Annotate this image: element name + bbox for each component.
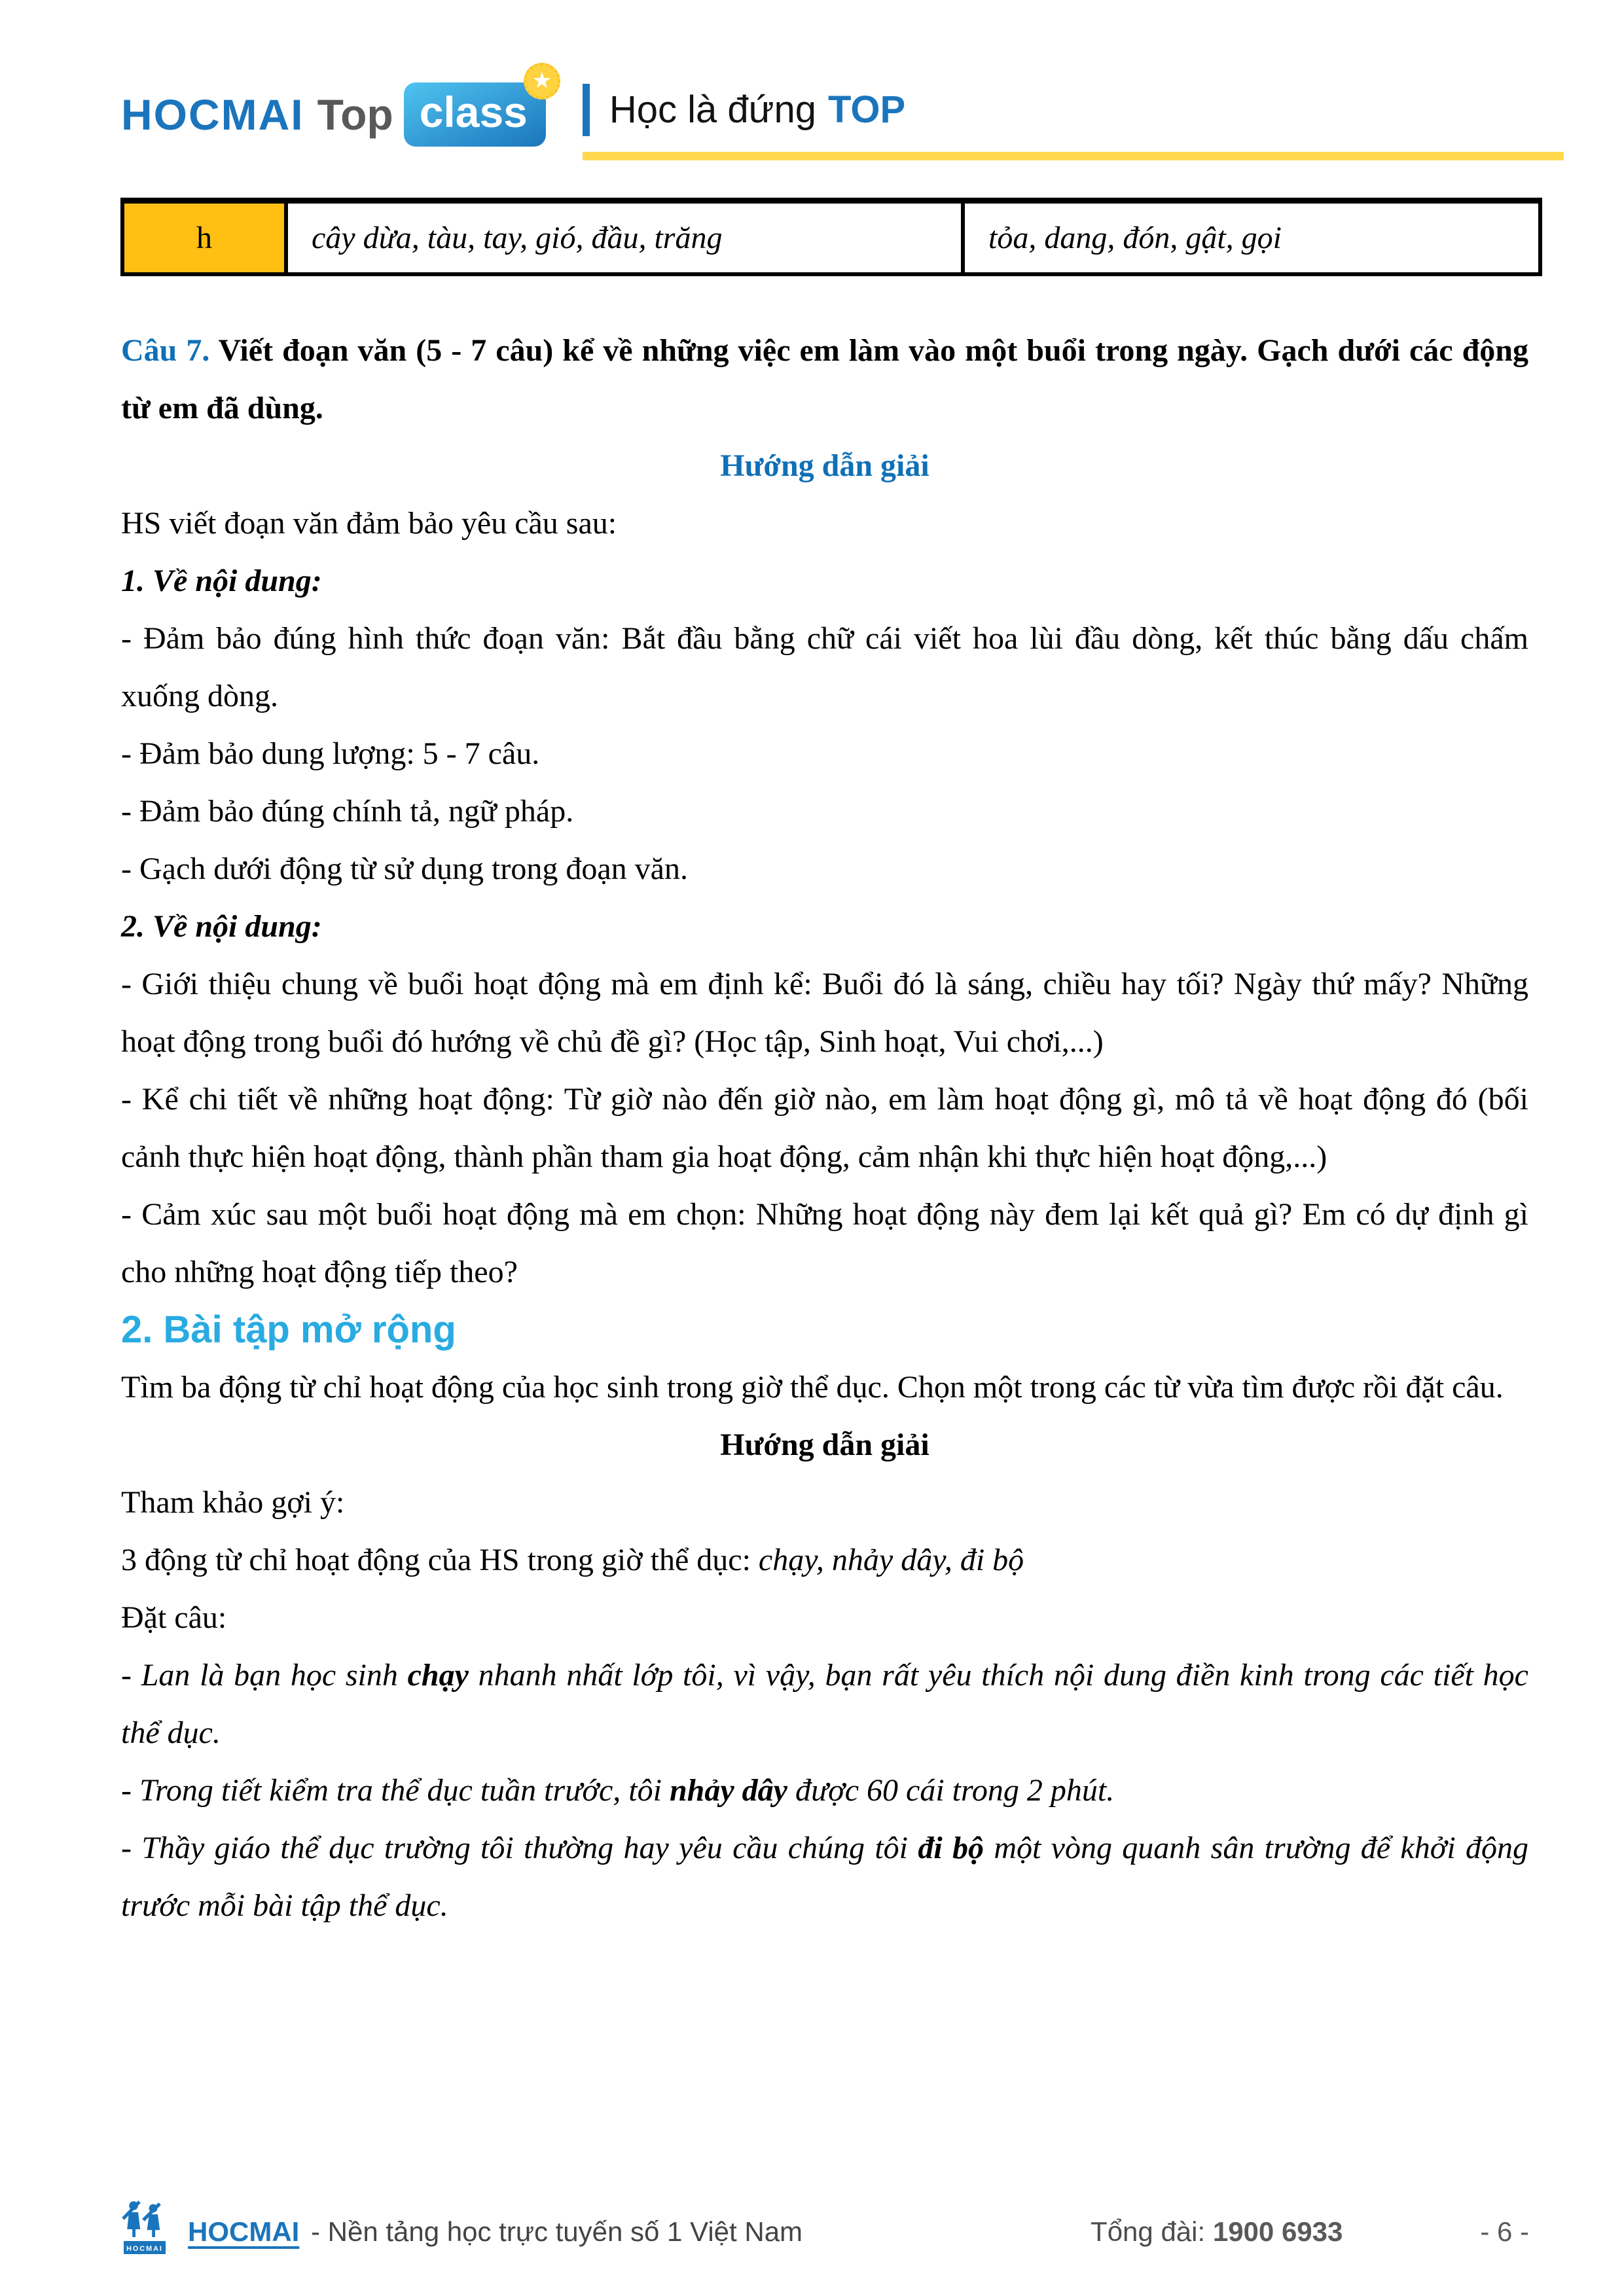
- answer-table: [120, 198, 1542, 276]
- text-segment: Viết đoạn văn (5 - 7 câu) kể về những việc em làm vào một buổi trong ngày. Gạch dưới các động từ em đã dùng.: [121, 333, 1528, 425]
- hotline-number: 1900 6933: [1212, 2215, 1343, 2247]
- paragraph: [121, 898, 1528, 956]
- paragraph: [121, 725, 1528, 783]
- hocmai-footer-logo-icon: [121, 2198, 171, 2265]
- paragraph: [121, 552, 1528, 610]
- text-segment: Câu 7.: [121, 333, 219, 368]
- page-number: - 6 -: [1480, 2215, 1529, 2247]
- paragraph: [121, 322, 1528, 437]
- text-segment: được 60 cái trong 2 phút.: [787, 1773, 1115, 1808]
- paragraph: [121, 1359, 1528, 1416]
- text-segment: nhảy dây: [669, 1773, 787, 1808]
- star-badge-icon: ★: [524, 63, 560, 99]
- page-footer: [121, 2198, 1529, 2265]
- footer-brand-tagline: - Nền tảng học trực tuyến số 1 Việt Nam: [303, 2215, 803, 2247]
- paragraph: [121, 610, 1528, 725]
- text-segment: Hướng dẫn giải: [720, 1427, 929, 1462]
- text-segment: Tham khảo gợi ý:: [121, 1485, 345, 1520]
- tagline: [583, 84, 1564, 136]
- svg-text:HOCMAI: HOCMAI: [126, 2245, 163, 2253]
- hocmai-topclass-logo: [121, 70, 551, 147]
- section-heading: [121, 1301, 1528, 1359]
- paragraph: [121, 1416, 1528, 1474]
- paragraph: [121, 437, 1528, 495]
- paragraph: [121, 1762, 1528, 1820]
- text-segment: 2. Bài tập mở rộng: [121, 1308, 456, 1351]
- paragraph: [121, 783, 1528, 840]
- hotline-label: Tổng đài:: [1091, 2215, 1213, 2247]
- content-area: [121, 322, 1528, 1935]
- text-segment: 3 động từ chỉ hoạt động của HS trong giờ thể dục:: [121, 1543, 759, 1577]
- text-segment: - Giới thiệu chung về buổi hoạt động mà em định kể: Buổi đó là sáng, chiều hay tối? Ngày thứ mấy? Những hoạt động trong buổi đó hướng về chủ đề gì? (Học tập, Sinh hoạt, Vui chơi,...): [121, 967, 1528, 1059]
- tagline-block: [583, 82, 1564, 160]
- text-segment: đi bộ: [918, 1831, 984, 1865]
- footer-brand-block: [121, 2198, 803, 2265]
- paragraph: [121, 495, 1528, 552]
- text-segment: - Cảm xúc sau một buổi hoạt động mà em chọn: Những hoạt động này đem lại kết quả gì? Em có dự định gì cho những hoạt động tiếp theo?: [121, 1197, 1528, 1289]
- tagline-text: Học là đứng: [609, 88, 817, 131]
- text-segment: - Trong tiết kiểm tra thể dục tuần trước, tôi: [121, 1773, 670, 1808]
- paragraph: [121, 1474, 1528, 1532]
- text-segment: nhanh nhất lớp tôi, vì vậy, bạn rất yêu thích nội dung điền kinh trong các tiết học thể dục.: [121, 1658, 1528, 1750]
- text-segment: - Đảm bảo đúng hình thức đoạn văn: Bắt đầu bằng chữ cái viết hoa lùi đầu dòng, kết thúc bằng dấu chấm xuống dòng.: [121, 621, 1528, 713]
- logo-top-text: Top: [317, 90, 393, 139]
- paragraph: [121, 840, 1528, 898]
- text-segment: Tìm ba động từ chỉ hoạt động của học sinh trong giờ thể dục. Chọn một trong các từ vừa tìm được rồi đặt câu.: [121, 1370, 1504, 1405]
- footer-hotline: [1091, 2215, 1343, 2248]
- paragraph: [121, 1186, 1528, 1301]
- table-cell-verbs: tỏa, dang, đón, gật, gọi: [963, 201, 1540, 274]
- text-segment: chạy: [407, 1658, 469, 1693]
- logo-class-badge: [404, 70, 551, 147]
- footer-brand-link[interactable]: HOCMAI: [188, 2215, 300, 2247]
- text-segment: - Đảm bảo đúng chính tả, ngữ pháp.: [121, 794, 574, 829]
- text-segment: - Kể chi tiết về những hoạt động: Từ giờ nào đến giờ nào, em làm hoạt động gì, mô tả về hoạt động đó (bối cảnh thực hiện hoạt động, thành phần tham gia hoạt động, cảm nhận khi thực hiện hoạt động,...): [121, 1082, 1528, 1174]
- text-segment: Đặt câu:: [121, 1600, 227, 1635]
- paragraph: [121, 956, 1528, 1071]
- table-row: [122, 201, 1540, 274]
- table-cell-key: h: [122, 201, 286, 274]
- text-segment: chạy, nhảy dây, đi bộ: [758, 1543, 1024, 1577]
- paragraph: [121, 1589, 1528, 1647]
- paragraph: [121, 1532, 1528, 1589]
- text-segment: - Gạch dưới động từ sử dụng trong đoạn văn.: [121, 852, 688, 886]
- text-segment: 2. Về nội dung:: [121, 909, 322, 944]
- text-segment: - Đảm bảo dung lượng: 5 - 7 câu.: [121, 736, 540, 771]
- text-segment: Hướng dẫn giải: [720, 448, 929, 483]
- text-segment: 1. Về nội dung:: [121, 564, 322, 598]
- tagline-highlight: TOP: [828, 88, 906, 131]
- table-cell-nouns: cây dừa, tàu, tay, gió, đầu, trăng: [286, 201, 963, 274]
- page-header: [121, 70, 1564, 160]
- paragraph: [121, 1647, 1528, 1762]
- logo-class-text: class: [419, 88, 528, 136]
- paragraph: [121, 1820, 1528, 1935]
- text-segment: - Thầy giáo thể dục trường tôi thường hay yêu cầu chúng tôi: [121, 1831, 918, 1865]
- text-segment: - Lan là bạn học sinh: [121, 1658, 408, 1693]
- logo-hocmai-text: HOCMAI: [121, 90, 304, 139]
- text-segment: một vòng quanh sân trường để khởi động trước mỗi bài tập thể dục.: [121, 1831, 1528, 1923]
- tagline-separator-bar: [583, 84, 590, 136]
- paragraph: [121, 1071, 1528, 1186]
- header-yellow-rule: [583, 152, 1564, 160]
- text-segment: HS viết đoạn văn đảm bảo yêu cầu sau:: [121, 506, 617, 541]
